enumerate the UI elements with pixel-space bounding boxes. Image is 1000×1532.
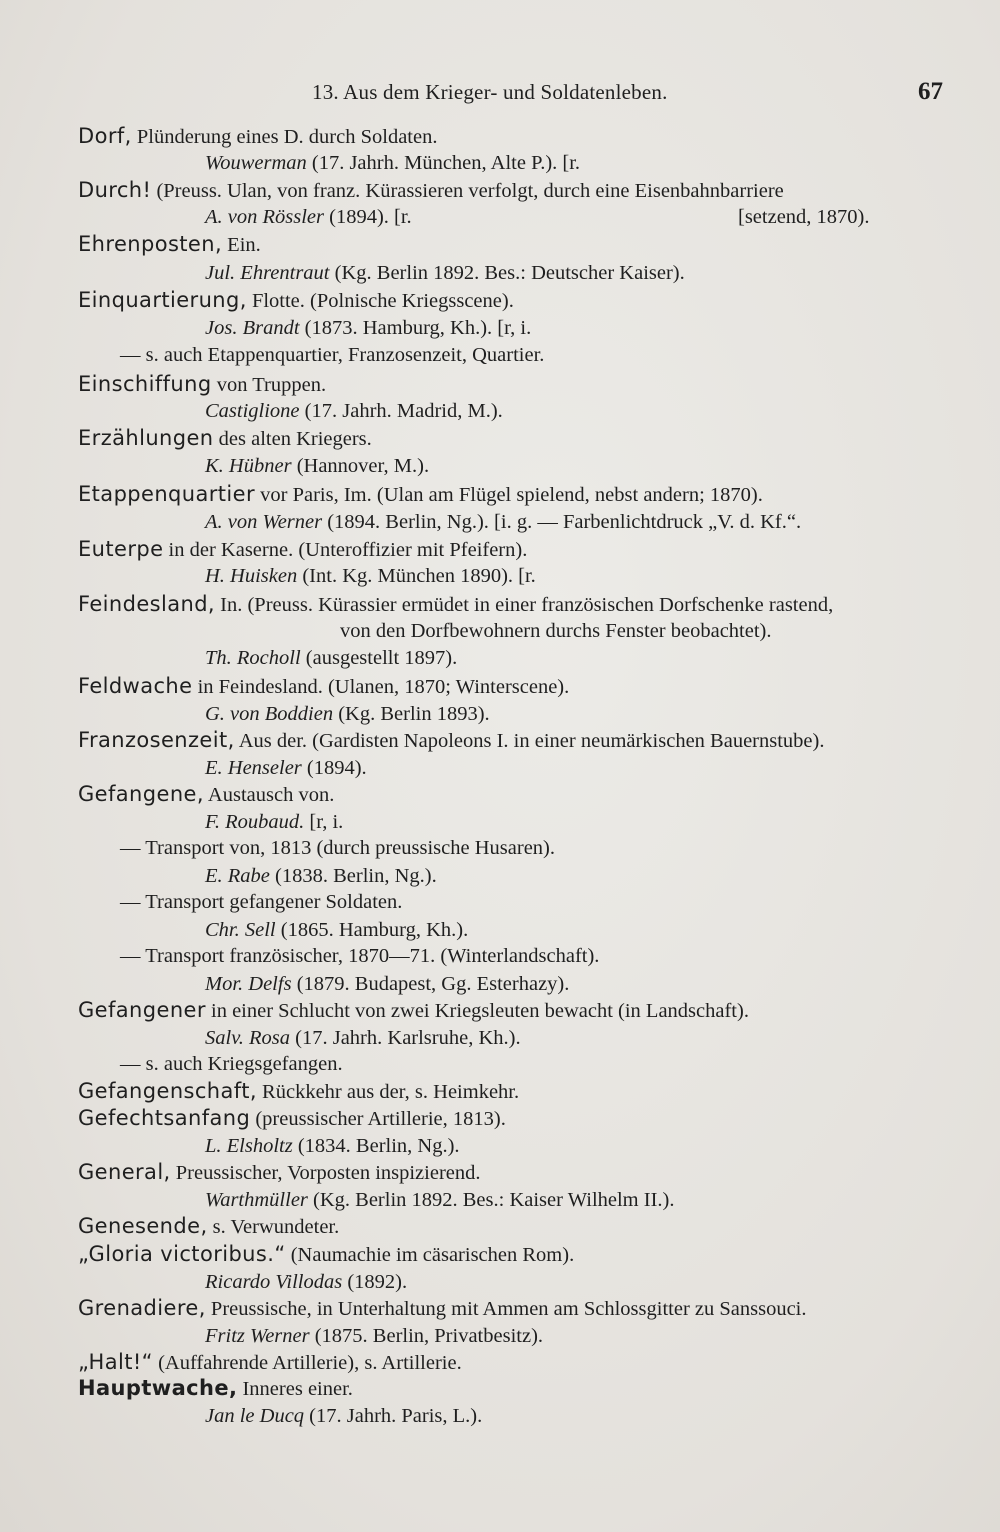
artist-name: Jul. Ehrentraut [205, 262, 330, 284]
index-line [0, 1132, 1000, 1160]
index-line [0, 122, 1000, 150]
artist-name: E. Rabe [205, 865, 270, 887]
index-line [0, 480, 1000, 508]
entry-lemma: Euterpe [78, 537, 164, 561]
entry-lemma: „Gloria victoribus.“ [78, 1242, 286, 1266]
artist-name: E. Henseler [205, 757, 302, 779]
index-line [0, 1158, 1000, 1186]
index-line [0, 834, 1000, 862]
entry-lemma: Feldwache [78, 674, 193, 698]
entry-lemma: Erzählungen [78, 426, 214, 450]
entry-lemma: Feindesland, [78, 592, 216, 616]
artist-name: Jan le Ducq [205, 1405, 305, 1427]
entry-text: (Kg. Berlin 1893). [333, 703, 490, 725]
entry-text: (Preuss. Ulan, von franz. Kürassieren verfolgt, durch eine Eisenbahnbarriere [151, 180, 784, 202]
entry-text: s. Verwundeter. [207, 1216, 340, 1238]
artist-name: Th. Rocholl [205, 647, 301, 669]
index-line [0, 1374, 1000, 1402]
artist-name: Chr. Sell [205, 919, 276, 941]
entry-text: (Naumachie im cäsarischen Rom). [285, 1244, 575, 1266]
index-line [0, 397, 1000, 425]
entry-text: — Transport von, 1813 (durch preussische Husaren). [120, 837, 555, 859]
page-header [0, 78, 1000, 110]
entry-text: Ein. [222, 234, 261, 256]
index-line [0, 1024, 1000, 1052]
index-line [0, 203, 1000, 231]
index-line [0, 1294, 1000, 1322]
entry-text: Plünderung eines D. durch Soldaten. [131, 126, 438, 148]
index-line [0, 808, 1000, 836]
entry-text: in der Kaserne. (Unteroffizier mit Pfeifern). [163, 539, 528, 561]
entry-lemma: Etappenquartier [78, 482, 256, 506]
entry-text: (1894. Berlin, Ng.). [i. g. — Farbenlichtdruck „V. d. Kf.“. [322, 511, 802, 533]
artist-name: L. Elsholtz [205, 1135, 293, 1157]
entry-text: Austausch von. [203, 784, 335, 806]
index-line [0, 590, 1000, 618]
entry-text: — s. auch Etappenquartier, Franzosenzeit, Quartier. [120, 344, 545, 366]
index-line [0, 862, 1000, 890]
index-line [0, 424, 1000, 452]
artist-name: Castiglione [205, 400, 300, 422]
index-line [0, 1186, 1000, 1214]
entry-text: (1894). [r. [324, 206, 412, 228]
entry-text: (Kg. Berlin 1892. Bes.: Kaiser Wilhelm II.). [307, 1189, 675, 1211]
entry-text: (1873. Hamburg, Kh.). [r, i. [299, 317, 532, 339]
entry-text: des alten Kriegers. [213, 428, 372, 450]
entry-text: (preussischer Artillerie, 1813). [250, 1108, 506, 1130]
artist-name: Ricardo Villodas [205, 1271, 343, 1293]
index-line [0, 700, 1000, 728]
entry-text: (17. Jahrh. Paris, L.). [304, 1405, 483, 1427]
entry-text: (Int. Kg. München 1890). [r. [297, 565, 536, 587]
entry-text: Inneres einer. [237, 1378, 353, 1400]
index-line [0, 1322, 1000, 1350]
entry-text: (ausgestellt 1897). [300, 647, 458, 669]
entry-lemma: Genesende, [78, 1214, 208, 1238]
index-line [0, 562, 1000, 590]
index-line [0, 1268, 1000, 1296]
index-line [0, 314, 1000, 342]
entry-text: in einer Schlucht von zwei Kriegsleuten bewacht (in Landschaft). [205, 1000, 749, 1022]
index-line [0, 1077, 1000, 1105]
entry-text: in Feindesland. (Ulanen, 1870; Winterscene). [192, 676, 570, 698]
index-line [0, 341, 1000, 369]
entry-text: (1865. Hamburg, Kh.). [275, 919, 469, 941]
index-line [0, 508, 1000, 536]
entry-text: (1894). [301, 757, 367, 779]
index-line [0, 996, 1000, 1024]
entry-lemma: Grenadiere, [78, 1296, 206, 1320]
index-line [0, 754, 1000, 782]
entry-text: [setzend, 1870). [738, 206, 870, 228]
index-line [0, 726, 1000, 754]
index-line [0, 370, 1000, 398]
artist-name: Fritz Werner [205, 1325, 310, 1347]
entry-text: von Truppen. [211, 374, 327, 396]
entry-text: — s. auch Kriegsgefangen. [120, 1053, 343, 1075]
entry-text: von den Dorfbewohnern durchs Fenster beobachtet). [340, 620, 772, 642]
entry-lemma: Gefangene, [78, 782, 204, 806]
entry-text: (1838. Berlin, Ng.). [269, 865, 437, 887]
entry-lemma: Franzosenzeit, [78, 728, 235, 752]
index-line [0, 1104, 1000, 1132]
artist-name: Warthmüller [205, 1189, 308, 1211]
entry-lemma: Hauptwache, [78, 1376, 238, 1400]
index-line [0, 617, 1000, 645]
entry-lemma: Gefangener [78, 998, 206, 1022]
entry-text: [r, i. [304, 811, 344, 833]
index-line [0, 176, 1000, 204]
entry-text: (1875. Berlin, Privatbesitz). [309, 1325, 544, 1347]
entry-text: (Hannover, M.). [291, 455, 430, 477]
index-line [0, 149, 1000, 177]
entry-text: Rückkehr aus der, s. Heimkehr. [256, 1081, 520, 1103]
index-line [0, 259, 1000, 287]
entry-lemma: „Halt!“ [78, 1350, 153, 1374]
index-line [0, 942, 1000, 970]
artist-name: Salv. Rosa [205, 1027, 291, 1049]
entry-text: (17. Jahrh. Karlsruhe, Kh.). [290, 1027, 521, 1049]
entry-lemma: Dorf, [78, 124, 132, 148]
entry-lemma: Gefechtsanfang [78, 1106, 251, 1130]
running-title: 13. Aus dem Krieger- und Soldatenleben. [312, 80, 668, 104]
index-line [0, 1240, 1000, 1268]
entry-text: Aus der. (Gardisten Napoleons I. in einer neumärkischen Bauernstube). [234, 730, 825, 752]
entry-text: (Kg. Berlin 1892. Bes.: Deutscher Kaiser). [329, 262, 685, 284]
artist-name: Mor. Delfs [205, 973, 292, 995]
entry-text: (1834. Berlin, Ng.). [292, 1135, 460, 1157]
index-line [0, 1348, 1000, 1376]
artist-name: A. von Rössler [205, 206, 324, 228]
artist-name: Jos. Brandt [205, 317, 300, 339]
entry-lemma: Durch! [78, 178, 152, 202]
index-line [0, 452, 1000, 480]
index-line [0, 780, 1000, 808]
index-line [0, 1050, 1000, 1078]
index-line [0, 644, 1000, 672]
entry-text: (1879. Budapest, Gg. Esterhazy). [291, 973, 570, 995]
entry-text: — Transport gefangener Soldaten. [120, 891, 403, 913]
entry-lemma: Einschiffung [78, 372, 212, 396]
index-line [0, 535, 1000, 563]
entry-lemma: Einquartierung, [78, 288, 247, 312]
index-line [0, 286, 1000, 314]
artist-name: H. Huisken [205, 565, 298, 587]
entry-text: (1892). [342, 1271, 408, 1293]
index-line [0, 1402, 1000, 1430]
artist-name: G. von Boddien [205, 703, 334, 725]
entry-lemma: Gefangenschaft, [78, 1079, 257, 1103]
entry-text: — Transport französischer, 1870—71. (Winterlandschaft). [120, 945, 600, 967]
entry-text: In. (Preuss. Kürassier ermüdet in einer französischen Dorfschenke rastend, [215, 594, 834, 616]
entry-text: vor Paris, Im. (Ulan am Flügel spielend, nebst andern; 1870). [255, 484, 763, 506]
entry-text: (17. Jahrh. Madrid, M.). [299, 400, 503, 422]
artist-name: A. von Werner [205, 511, 323, 533]
entry-text: Preussischer, Vorposten inspizierend. [170, 1162, 481, 1184]
entry-text: (17. Jahrh. München, Alte P.). [r. [306, 152, 581, 174]
entry-lemma: General, [78, 1160, 171, 1184]
artist-name: F. Roubaud. [205, 811, 305, 833]
artist-name: Wouwerman [205, 152, 307, 174]
index-line [0, 672, 1000, 700]
index-line [0, 230, 1000, 258]
index-line [0, 1212, 1000, 1240]
entry-lemma: Ehrenposten, [78, 232, 223, 256]
index-line [0, 970, 1000, 998]
artist-name: K. Hübner [205, 455, 292, 477]
entry-text: Flotte. (Polnische Kriegsscene). [246, 290, 514, 312]
entry-text: Preussische, in Unterhaltung mit Ammen am Schlossgitter zu Sanssouci. [205, 1298, 807, 1320]
index-line [0, 888, 1000, 916]
index-line [0, 916, 1000, 944]
entry-text: (Auffahrende Artillerie), s. Artillerie. [152, 1352, 462, 1374]
page-number: 67 [918, 78, 943, 105]
